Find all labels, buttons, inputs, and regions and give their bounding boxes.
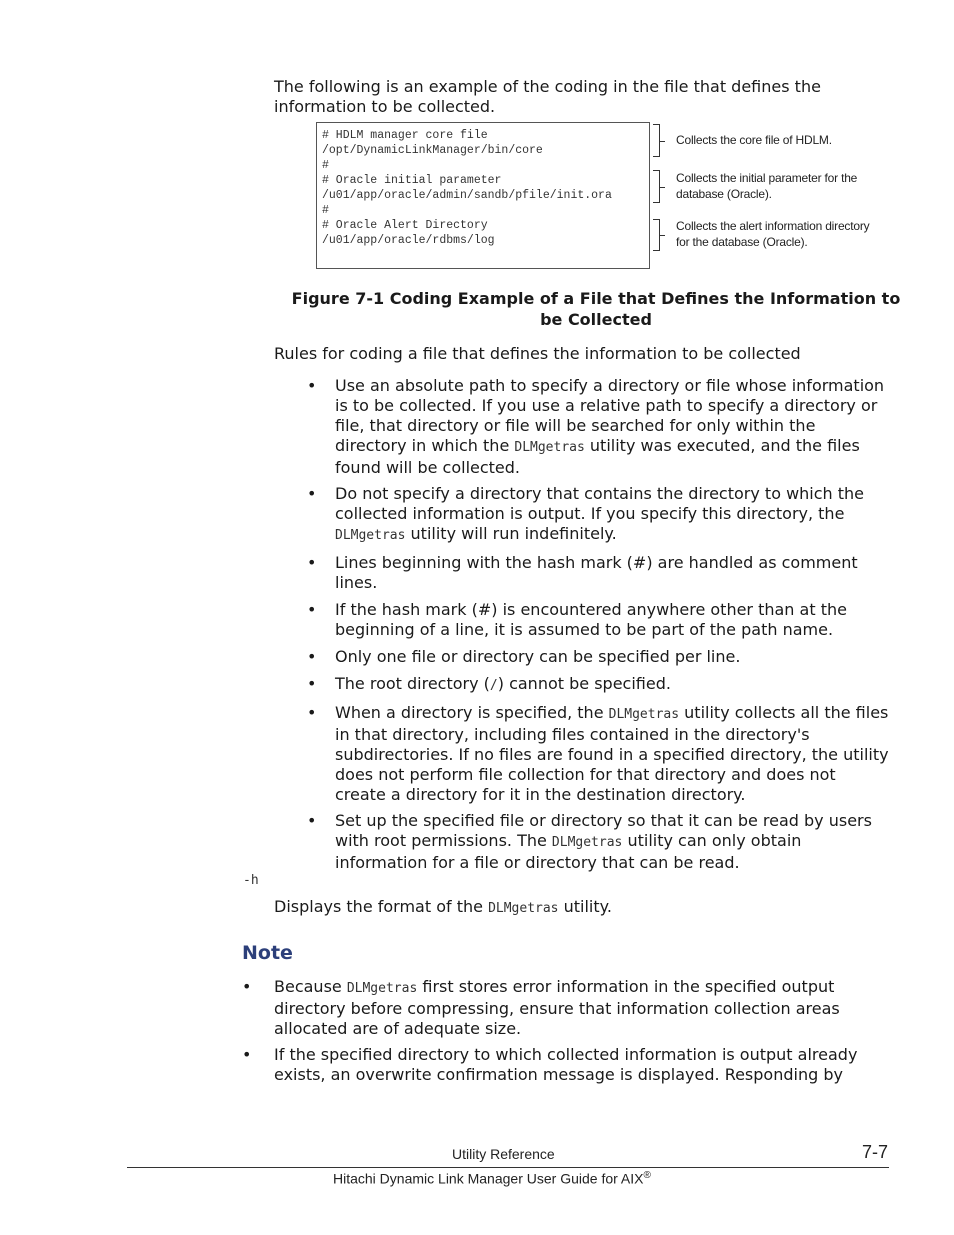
list-item	[307, 674, 891, 696]
code-line: /u01/app/oracle/rdbms/log	[322, 234, 495, 247]
rule-text: utility can only obtain information for a file or directory that can be read.	[335, 831, 802, 872]
rules-list	[307, 376, 891, 873]
annotation-brace	[653, 170, 660, 203]
footer-title	[333, 1170, 651, 1187]
code-term: DLMgetras	[514, 440, 585, 455]
code-line: #	[322, 204, 329, 217]
code-line: #	[322, 159, 329, 172]
note-list	[242, 977, 880, 1085]
rule-text: Only one file or directory can be specified per line.	[335, 647, 741, 666]
code-block	[322, 128, 612, 248]
footer-section: Utility Reference	[452, 1146, 555, 1162]
page-number: 7-7	[862, 1142, 889, 1162]
list-item	[307, 703, 891, 805]
code-line: # HDLM manager core file	[322, 129, 488, 142]
annotation-initial-parameter: Collects the initial parameter for the database (Oracle).	[676, 171, 858, 201]
rules-intro: Rules for coding a file that defines the information to be collected	[274, 344, 801, 363]
bullet-glyph: •	[307, 647, 317, 666]
rule-text: Lines beginning with the hash mark (#) are handled as comment lines.	[335, 553, 858, 592]
code-term: DLMgetras	[346, 981, 418, 996]
rule-text: Set up the specified file or directory so that it can be read by users with root permissions. The	[335, 811, 872, 850]
annotation-alert-directory: Collects the alert information directory for the database (Oracle).	[676, 219, 870, 249]
code-example-figure	[316, 122, 650, 269]
bullet-glyph: •	[307, 811, 317, 830]
rule-text: Use an absolute path to specify a directory or file whose information is to be collected. If you use a relative path to specify a directory or file, that directory or file will be searched for only within the directory in which the	[335, 376, 885, 455]
code-line: /u01/app/oracle/admin/sandb/pfile/init.ora	[322, 189, 612, 202]
footer-title-text: Hitachi Dynamic Link Manager User Guide for AIX	[333, 1170, 644, 1187]
list-item	[307, 553, 891, 593]
bullet-glyph: •	[307, 376, 317, 395]
annotation-brace	[653, 124, 660, 157]
list-item	[242, 977, 880, 1039]
annotation-brace	[653, 219, 660, 251]
rule-text: utility collects all the files in that directory, including files contained in the directory's subdirectories. If no files are found in a specified directory, the utility does not perform file collection for that directory and does not create a directory for it in the destination directory.	[335, 703, 889, 804]
note-text: first stores error information in the specified output directory before compressing, ensure that information collection areas allocated are of adequate size.	[274, 977, 840, 1038]
rule-text: ) cannot be specified.	[497, 674, 671, 693]
option-text: Displays the format of the	[274, 897, 489, 916]
option-text: utility.	[558, 897, 612, 916]
rule-text: When a directory is specified, the	[335, 703, 609, 722]
figure-caption: Figure 7-1 Coding Example of a File that Defines the Information to be Collected	[291, 289, 901, 329]
code-line: # Oracle Alert Directory	[322, 219, 488, 232]
code-term: /	[489, 678, 498, 693]
code-term: DLMgetras	[608, 707, 680, 722]
list-item	[307, 600, 891, 640]
list-item	[307, 811, 891, 873]
code-line: # Oracle initial parameter	[322, 174, 502, 187]
bullet-glyph: •	[307, 674, 317, 693]
footer-divider	[127, 1167, 889, 1168]
note-text: Because	[274, 977, 347, 996]
list-item	[307, 376, 891, 478]
bullet-glyph: •	[242, 977, 252, 996]
option-description	[274, 897, 874, 919]
code-term: DLMgetras	[335, 528, 406, 543]
code-term: DLMgetras	[551, 835, 623, 850]
rule-text: utility was executed, and the files found will be collected.	[335, 436, 860, 477]
intro-paragraph: The following is an example of the coding in the file that defines the information to be collected.	[274, 77, 821, 116]
bullet-glyph: •	[307, 484, 317, 503]
list-item	[242, 1045, 880, 1085]
code-term: DLMgetras	[488, 901, 559, 916]
list-item	[307, 484, 891, 546]
list-item	[307, 647, 891, 667]
annotation-core-file: Collects the core file of HDLM.	[676, 133, 832, 147]
note-heading: Note	[242, 942, 293, 964]
bullet-glyph: •	[307, 553, 317, 572]
note-text: If the specified directory to which collected information is output already exists, an overwrite confirmation message is displayed. Responding by	[274, 1045, 858, 1084]
registered-mark: ®	[643, 1170, 651, 1181]
bullet-glyph: •	[242, 1045, 252, 1064]
bullet-glyph: •	[307, 703, 317, 722]
rule-text: Do not specify a directory that contains the directory to which the collected information is output. If you specify this directory, the	[335, 484, 865, 523]
rule-text: The root directory (	[335, 674, 490, 693]
code-line: /opt/DynamicLinkManager/bin/core	[322, 144, 543, 157]
bullet-glyph: •	[307, 600, 317, 619]
rule-text: If the hash mark (#) is encountered anywhere other than at the beginning of a line, it is assumed to be part of the path name.	[335, 600, 847, 639]
option-flag: -h	[243, 873, 259, 888]
rule-text: utility will run indefinitely.	[405, 524, 617, 543]
